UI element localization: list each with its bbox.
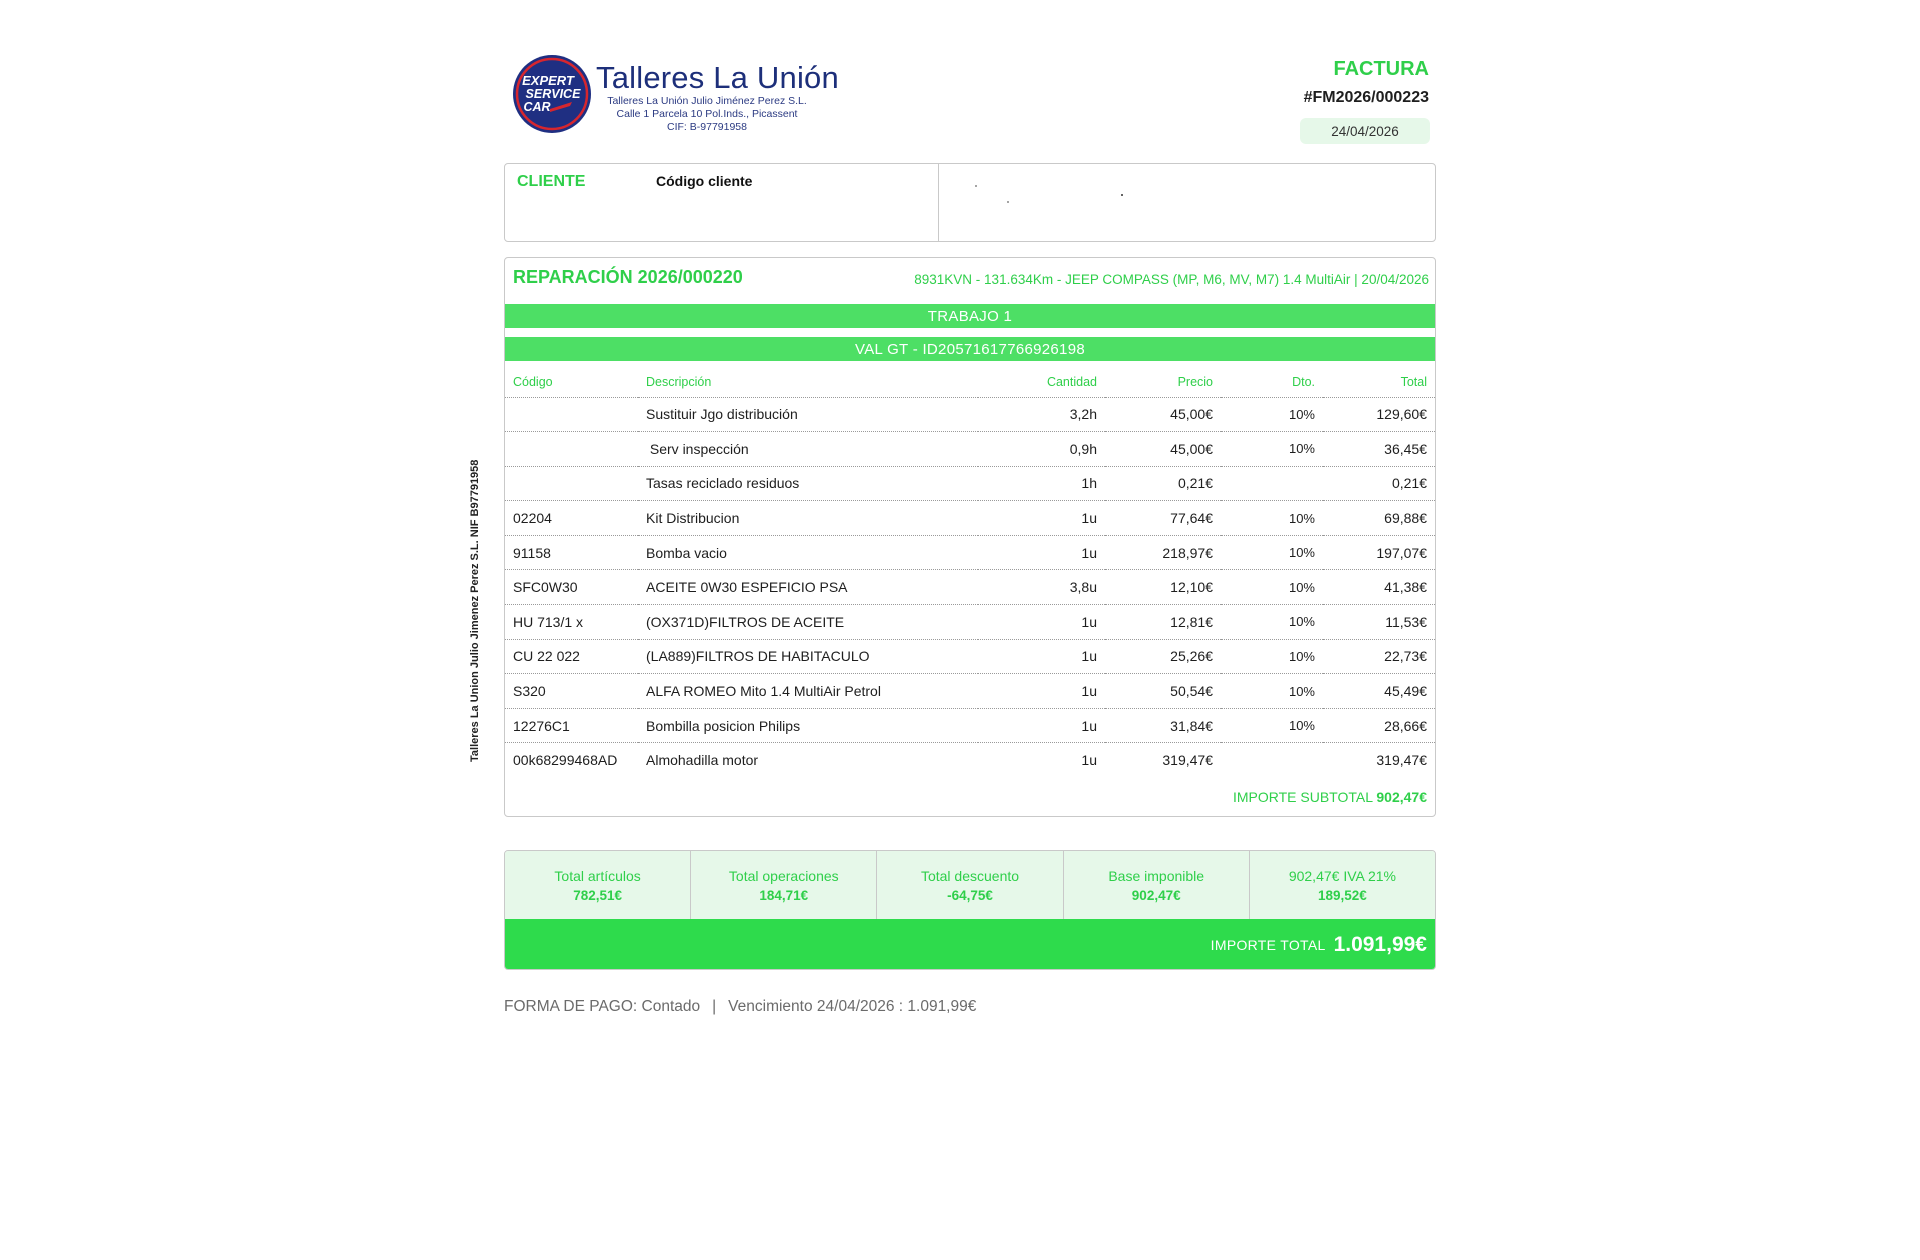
table-row xyxy=(505,501,1435,536)
svg-text:CAR: CAR xyxy=(523,100,551,114)
repair-title: REPARACIÓN 2026/000220 xyxy=(513,267,743,287)
cell-code xyxy=(505,397,638,432)
cell-code: CU 22 022 xyxy=(505,639,638,674)
svg-text:EXPERT: EXPERT xyxy=(522,73,574,88)
column-header-discount: Dto. xyxy=(1221,367,1323,397)
cell-quantity: 3,2h xyxy=(978,397,1105,432)
items-table-header xyxy=(505,367,1435,397)
column-header-price: Precio xyxy=(1105,367,1221,397)
expert-service-car-logo xyxy=(512,54,592,134)
subtotal-value: 902,47€ xyxy=(1376,789,1427,805)
summary-label: 902,47€ IVA 21% xyxy=(1288,867,1396,884)
cell-total: 36,45€ xyxy=(1323,432,1435,467)
cell-quantity: 1u xyxy=(978,639,1105,674)
cell-discount: 10% xyxy=(1221,708,1323,743)
cell-description: (LA889)FILTROS DE HABITACULO xyxy=(638,639,978,674)
cell-price: 25,26€ xyxy=(1105,639,1221,674)
summary-total-articles xyxy=(505,851,691,919)
totals-section xyxy=(504,850,1436,970)
cell-discount xyxy=(1221,466,1323,501)
column-header-code: Código xyxy=(505,367,638,397)
table-row xyxy=(505,397,1435,432)
cell-description: Bombilla posicion Philips xyxy=(638,708,978,743)
job-reference-band: VAL GT - ID20571617766926198 xyxy=(505,337,1435,361)
cell-quantity: 1h xyxy=(978,466,1105,501)
cell-description: Kit Distribucion xyxy=(638,501,978,536)
client-label: CLIENTE xyxy=(517,173,586,190)
cell-quantity: 1u xyxy=(978,708,1105,743)
payment-due: Vencimiento 24/04/2026 : 1.091,99€ xyxy=(728,998,977,1015)
cell-code: HU 713/1 x xyxy=(505,605,638,640)
cell-total: 69,88€ xyxy=(1323,501,1435,536)
cell-discount: 10% xyxy=(1221,639,1323,674)
table-row xyxy=(505,708,1435,743)
cell-code: SFC0W30 xyxy=(505,570,638,605)
payment-info xyxy=(504,998,976,1016)
cell-discount: 10% xyxy=(1221,501,1323,536)
cell-discount: 10% xyxy=(1221,674,1323,709)
redaction-dot xyxy=(1121,194,1123,196)
table-row xyxy=(505,432,1435,467)
summary-value: 782,51€ xyxy=(573,887,622,903)
cell-total: 45,49€ xyxy=(1323,674,1435,709)
summary-label: Total descuento xyxy=(920,867,1020,884)
svg-text:SERVICE: SERVICE xyxy=(525,87,581,101)
redaction-dot xyxy=(975,185,977,187)
cell-price: 12,10€ xyxy=(1105,570,1221,605)
client-divider xyxy=(938,164,939,241)
column-header-description: Descripción xyxy=(638,367,978,397)
cell-description: Sustituir Jgo distribución xyxy=(638,397,978,432)
cell-code xyxy=(505,432,638,467)
cell-code: S320 xyxy=(505,674,638,709)
table-row xyxy=(505,570,1435,605)
cell-description: (OX371D)FILTROS DE ACEITE xyxy=(638,605,978,640)
cell-quantity: 0,9h xyxy=(978,432,1105,467)
cell-discount xyxy=(1221,743,1323,778)
summary-value: -64,75€ xyxy=(947,887,993,903)
cell-discount: 10% xyxy=(1221,605,1323,640)
cell-total: 197,07€ xyxy=(1323,535,1435,570)
summary-value: 902,47€ xyxy=(1131,887,1181,903)
company-legal-name: Talleres La Unión Julio Jiménez Perez S.L. xyxy=(607,95,807,107)
summary-value: 189,52€ xyxy=(1318,887,1367,903)
cell-total: 22,73€ xyxy=(1323,639,1435,674)
cell-description: Tasas reciclado residuos xyxy=(638,466,978,501)
payment-method: FORMA DE PAGO: Contado xyxy=(504,998,701,1015)
cell-total: 28,66€ xyxy=(1323,708,1435,743)
subtotal xyxy=(1233,789,1427,805)
cell-total: 0,21€ xyxy=(1323,466,1435,501)
side-legal-text: Talleres La Union Julio Jimenez Perez S.L. NIF B97791958 xyxy=(469,459,481,762)
summary-vat xyxy=(1250,851,1435,919)
column-header-quantity: Cantidad xyxy=(978,367,1105,397)
cell-price: 77,64€ xyxy=(1105,501,1221,536)
repair-section xyxy=(504,257,1436,817)
cell-description: Almohadilla motor xyxy=(646,752,759,769)
cell-discount: 10% xyxy=(1221,432,1323,467)
cell-quantity: 1u xyxy=(1081,752,1097,769)
payment-separator: | xyxy=(712,998,717,1015)
cell-code: 91158 xyxy=(505,535,638,570)
column-header-total: Total xyxy=(1323,367,1435,397)
table-row xyxy=(505,535,1435,570)
company-address: Calle 1 Parcela 10 Pol.Inds., Picassent xyxy=(616,108,798,120)
cell-discount: 10% xyxy=(1221,570,1323,605)
cell-price: 12,81€ xyxy=(1105,605,1221,640)
redaction-dot xyxy=(1007,201,1009,203)
grand-total-value: 1.091,99€ xyxy=(1333,933,1427,956)
cell-total: 319,47€ xyxy=(1376,752,1427,769)
cell-total: 41,38€ xyxy=(1323,570,1435,605)
cell-description: ALFA ROMEO Mito 1.4 MultiAir Petrol xyxy=(638,674,978,709)
cell-discount: 10% xyxy=(1221,397,1323,432)
cell-code xyxy=(505,466,638,501)
client-code-label: Código cliente xyxy=(656,173,753,189)
invoice-number: #FM2026/000223 xyxy=(1303,89,1429,106)
summary-total-discount xyxy=(877,851,1063,919)
cell-quantity: 1u xyxy=(978,674,1105,709)
company-cif: CIF: B-97791958 xyxy=(667,121,747,133)
cell-price: 50,54€ xyxy=(1105,674,1221,709)
table-row xyxy=(505,674,1435,709)
cell-quantity: 1u xyxy=(978,535,1105,570)
grand-total-label: IMPORTE TOTAL xyxy=(1210,937,1326,953)
cell-price: 31,84€ xyxy=(1105,708,1221,743)
company-details xyxy=(596,95,818,134)
summary-row xyxy=(505,851,1435,919)
cell-discount: 10% xyxy=(1221,535,1323,570)
cell-price: 319,47€ xyxy=(1162,752,1213,769)
table-row xyxy=(505,639,1435,674)
grand-total-bar xyxy=(505,919,1435,970)
summary-label: Base imponible xyxy=(1108,867,1205,884)
summary-value: 184,71€ xyxy=(759,887,809,903)
cell-total: 11,53€ xyxy=(1323,605,1435,640)
repair-vehicle-info: 8931KVN - 131.634Km - JEEP COMPASS (MP, M6, MV, M7) 1.4 MultiAir | 20/04/2026 xyxy=(914,272,1429,287)
summary-total-operations xyxy=(691,851,877,919)
cell-code: 00k68299468AD xyxy=(513,752,618,769)
cell-quantity: 1u xyxy=(978,501,1105,536)
summary-label: Total operaciones xyxy=(728,867,839,884)
cell-price: 218,97€ xyxy=(1105,535,1221,570)
cell-description: Bomba vacio xyxy=(638,535,978,570)
cell-price: 45,00€ xyxy=(1105,432,1221,467)
summary-label: Total artículos xyxy=(554,867,641,884)
cell-quantity: 1u xyxy=(978,605,1105,640)
cell-quantity: 3,8u xyxy=(978,570,1105,605)
cell-description: ACEITE 0W30 ESPEFICIO PSA xyxy=(638,570,978,605)
client-box xyxy=(504,163,1436,242)
cell-code: 12276C1 xyxy=(505,708,638,743)
company-name: Talleres La Unión xyxy=(596,60,839,95)
table-row xyxy=(505,743,1435,778)
subtotal-label: IMPORTE SUBTOTAL xyxy=(1232,789,1373,805)
cell-code: 02204 xyxy=(505,501,638,536)
cell-description: Serv inspección xyxy=(638,432,978,467)
cell-price: 45,00€ xyxy=(1105,397,1221,432)
invoice-date-badge: 24/04/2026 xyxy=(1300,118,1430,144)
invoice-title: FACTURA xyxy=(1333,58,1429,80)
table-row xyxy=(505,605,1435,640)
table-row xyxy=(505,466,1435,501)
job-band: TRABAJO 1 xyxy=(505,304,1435,328)
cell-total: 129,60€ xyxy=(1323,397,1435,432)
summary-tax-base xyxy=(1064,851,1250,919)
cell-price: 0,21€ xyxy=(1105,466,1221,501)
items-table xyxy=(505,367,1435,778)
